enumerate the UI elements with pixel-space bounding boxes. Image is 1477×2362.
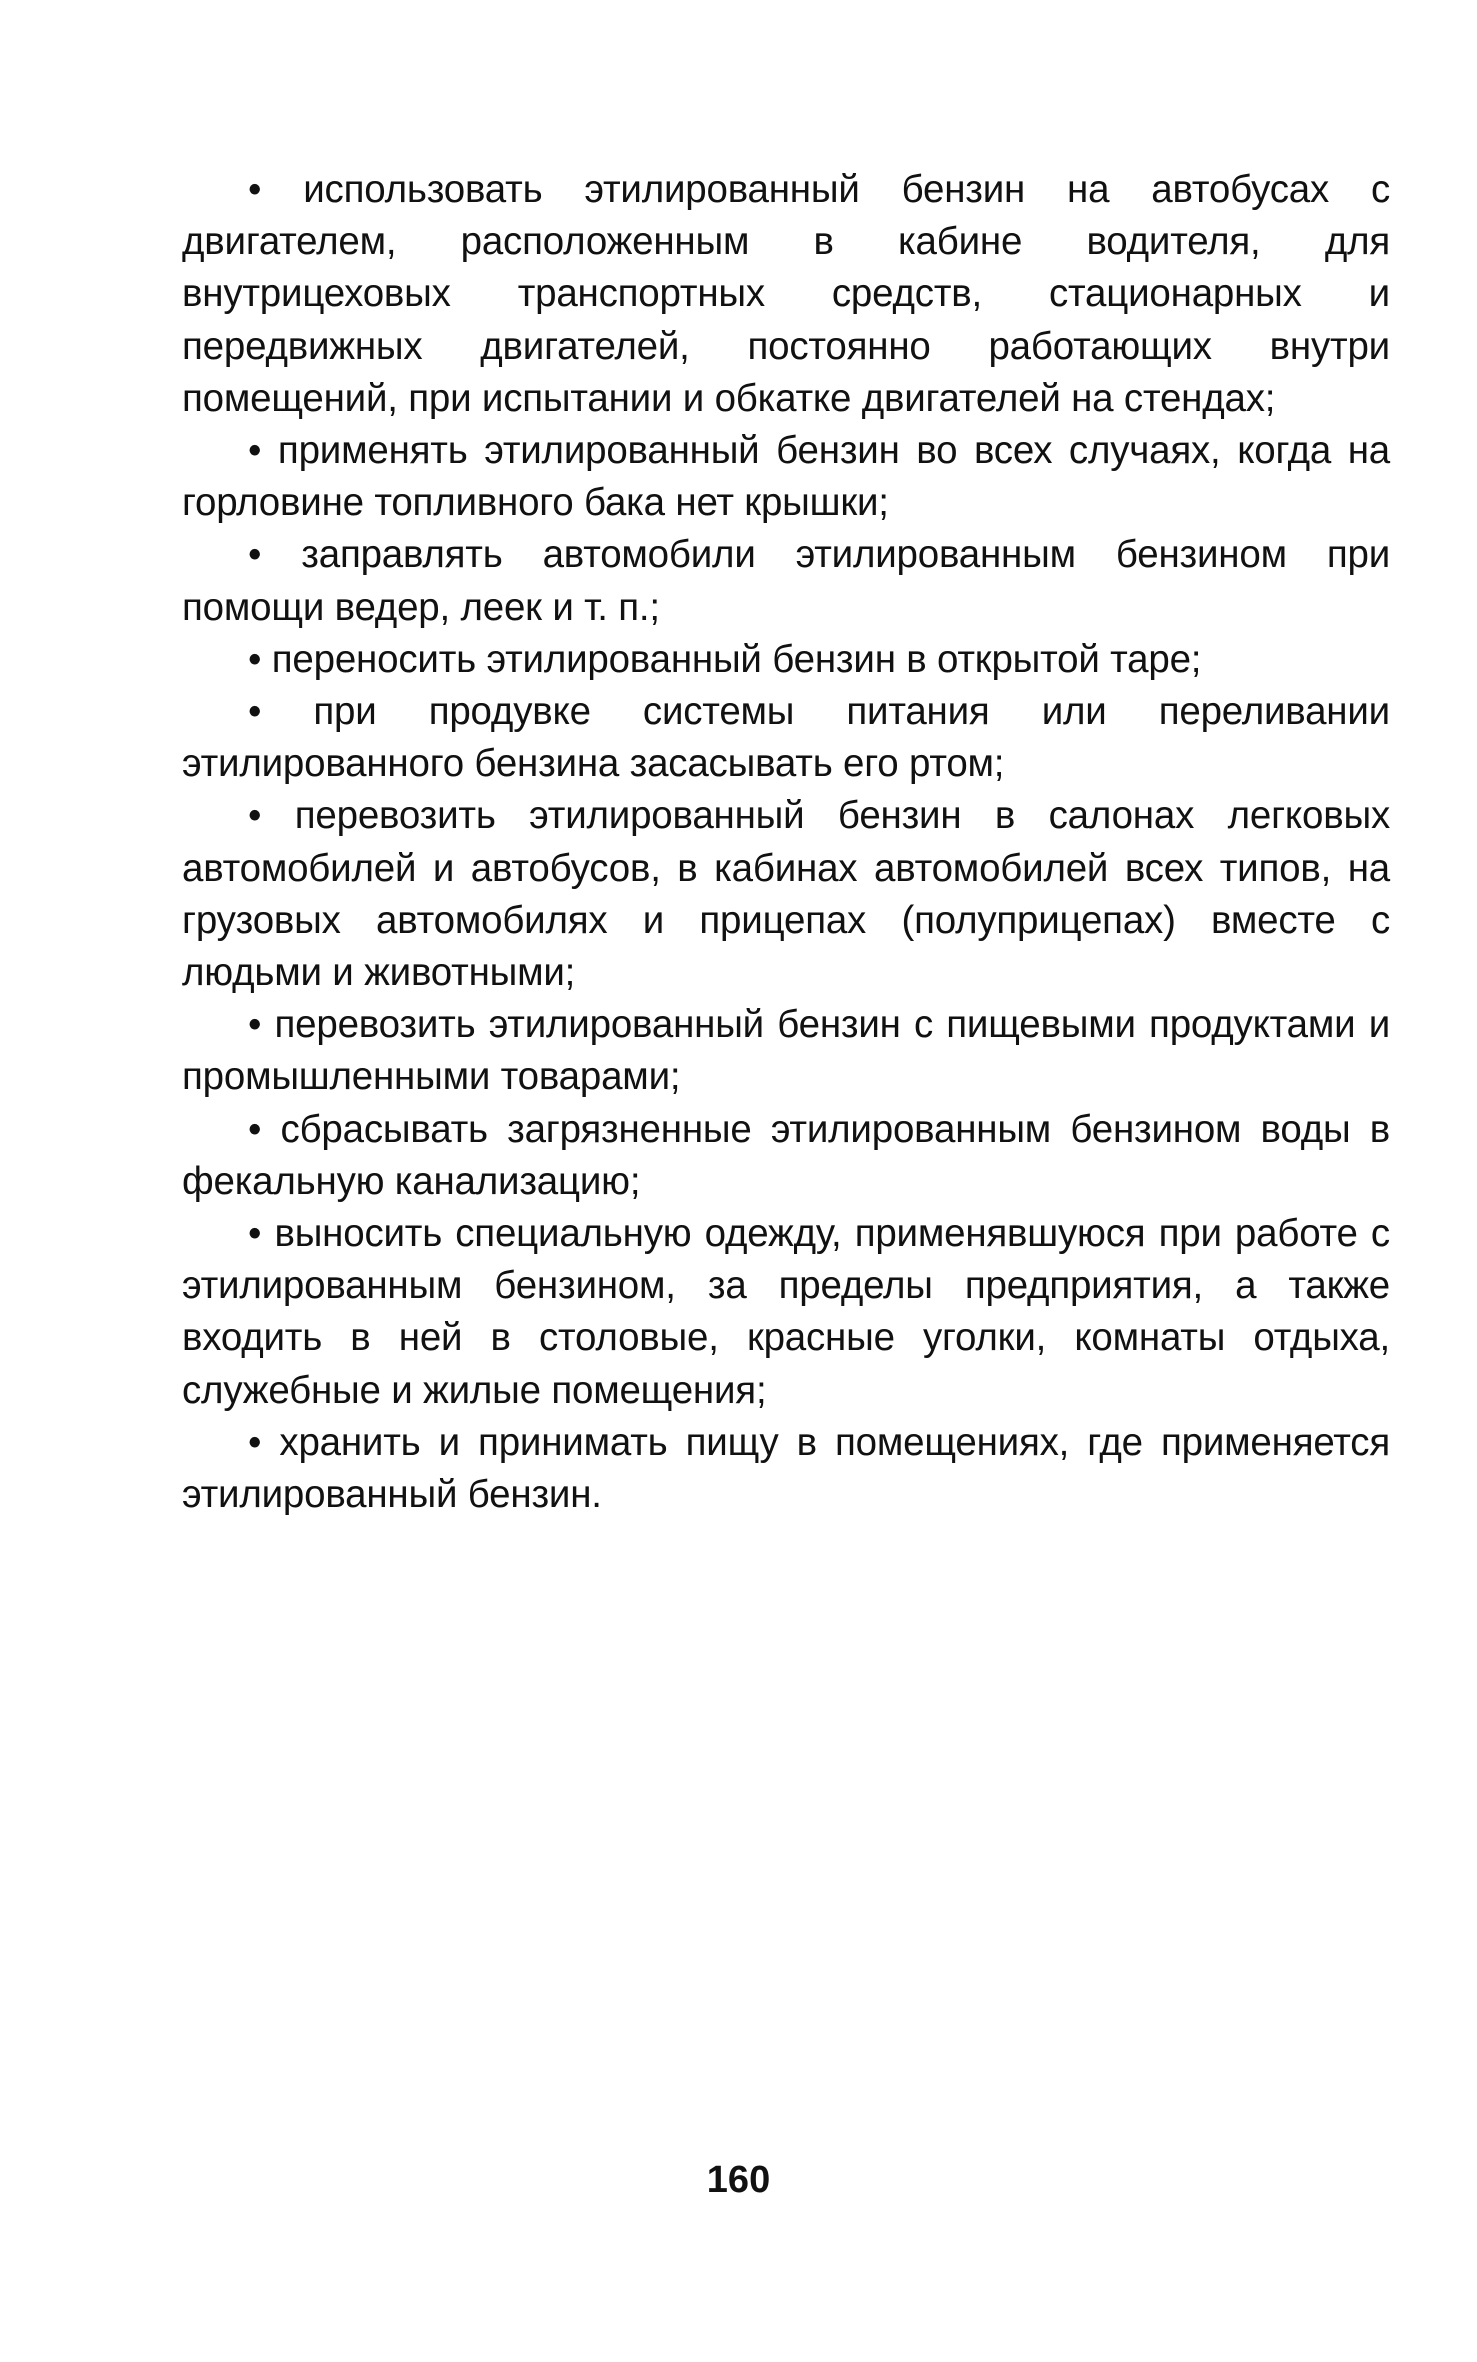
- list-item: • переносить этилированный бензин в открытой таре;: [248, 637, 1202, 681]
- list-item: • использовать этилированный бензин на автобусах с двигателем, расположенным в кабине водителя, для внутрицеховых транспортных средств, стационарных и передвижных двигателей, постоянно работающих внутри помещений, при испытании и обкатке двигателей на стендах;: [182, 168, 1390, 420]
- list-item: • выносить специальную одежду, применявшуюся при работе с этилированным бензином, за пределы предприятия, а также входить в ней в столовые, красные уголки, комнаты отдыха, служебные и жилые помещения;: [182, 1212, 1390, 1412]
- body-text: [182, 164, 1390, 1521]
- list-item: • сбрасывать загрязненные этилированным бензином воды в фекальную канализацию;: [182, 1107, 1390, 1203]
- list-item: • применять этилированный бензин во всех случаях, когда на горловине топливного бака нет крышки;: [182, 429, 1390, 525]
- page-number: 160: [706, 2159, 771, 2201]
- list-item: • при продувке системы питания или переливании этилированного бензина засасывать его ртом;: [182, 690, 1390, 786]
- list-item: • перевозить этилированный бензин в салонах легковых автомобилей и автобусов, в кабинах автомобилей всех типов, на грузовых автомобилях и прицепах (полуприцепах) вместе с людьми и животными;: [182, 794, 1390, 995]
- list-item: • заправлять автомобили этилированным бензином при помощи ведер, леек и т. п.;: [182, 533, 1390, 629]
- list-item: • перевозить этилированный бензин с пищевыми продуктами и промышленными товарами;: [182, 1003, 1390, 1099]
- list-item: • хранить и принимать пищу в помещениях, где применяется этилированный бензин.: [182, 1420, 1390, 1517]
